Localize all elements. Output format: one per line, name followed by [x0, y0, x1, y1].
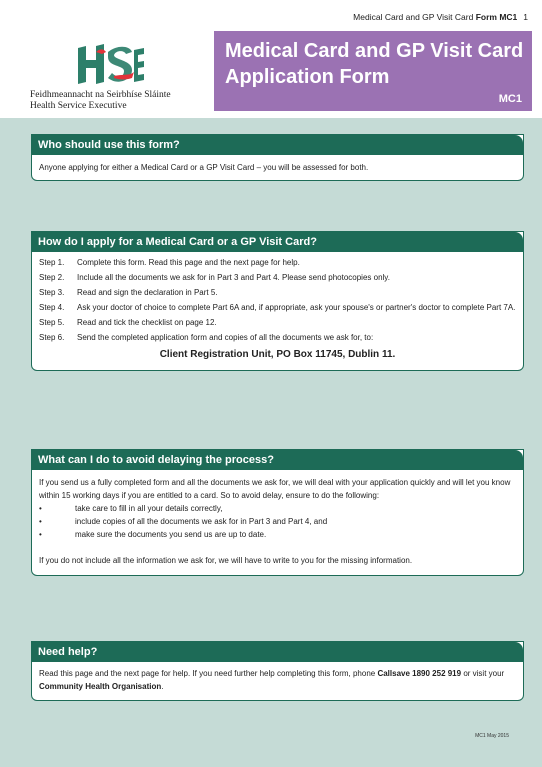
outro-paragraph: If you do not include all the information we ask for, we will have to write to you for the missing information.	[39, 556, 413, 565]
community-health-organisation: Community Health Organisation	[39, 682, 162, 691]
section-heading: How do I apply for a Medical Card or a GP Visit Card?	[32, 232, 523, 252]
bullet-text: take care to fill in all your details correctly,	[75, 504, 223, 513]
bullet-text: make sure the documents you send us are up to date.	[75, 530, 267, 539]
intro-paragraph: If you send us a fully completed form and all the documents we ask for, we will deal with your application quickly and will let you know within 15 working days if you are entitled to a card. So to avoid delay, ensure to do the following:	[39, 478, 511, 500]
step-text: Ask your doctor of choice to complete Part 6A and, if appropriate, ask your spouse's or partner's doctor to complete Part 7A.	[77, 303, 516, 312]
bullet-symbol: •	[39, 517, 42, 526]
logo-english-name: Health Service Executive	[30, 101, 127, 111]
postal-address: Client Registration Unit, PO Box 11745, Dublin 11.	[159, 349, 396, 360]
step-text: Include all the documents we ask for in Part 3 and Part 4. Please send photocopies only.	[77, 273, 390, 282]
step-label: Step 3.	[39, 288, 65, 297]
section-body	[32, 470, 523, 575]
bullet-symbol: •	[39, 530, 42, 539]
bullet-item	[39, 528, 516, 541]
form-title-prefix: Medical Card and GP Visit Card	[353, 12, 476, 22]
section-avoid-delay	[31, 449, 524, 576]
section-heading: Need help?	[32, 642, 523, 662]
section-heading: Who should use this form?	[32, 135, 523, 155]
bullet-symbol: •	[39, 504, 42, 513]
form-label: Form MC1	[475, 12, 518, 22]
step-item	[39, 331, 516, 344]
help-text-part3: .	[161, 682, 164, 691]
section-need-help	[31, 641, 524, 701]
hse-logo-mark	[74, 42, 144, 86]
section-how-to-apply	[31, 231, 524, 371]
form-reference-header	[353, 12, 528, 22]
form-title-box	[214, 31, 532, 111]
bullet-item	[39, 502, 516, 515]
steps-list	[32, 252, 523, 370]
step-label: Step 1.	[39, 258, 65, 267]
step-item	[39, 271, 516, 284]
step-text: Complete this form. Read this page and the next page for help.	[77, 258, 300, 267]
bullet-item	[39, 515, 516, 528]
logo-irish-name: Feidhmeannacht na Seirbhíse Sláinte	[30, 90, 171, 100]
step-label: Step 5.	[39, 318, 65, 327]
help-text-part2: or visit your	[461, 669, 505, 678]
section-who-should-use	[31, 134, 524, 181]
step-label: Step 2.	[39, 273, 65, 282]
callsave-number: Callsave 1890 252 919	[377, 669, 462, 678]
form-title: Medical Card and GP Visit Card Application Form	[225, 40, 524, 88]
step-label: Step 6.	[39, 333, 65, 342]
step-item	[39, 301, 516, 314]
help-text-part1: Read this page and the next page for help. If you need further help completing this form, phone	[39, 669, 378, 678]
page-number: 1	[523, 12, 528, 22]
section-text: Anyone applying for either a Medical Card or a GP Visit Card – you will be assessed for both.	[39, 163, 369, 172]
step-label: Step 4.	[39, 303, 65, 312]
step-item	[39, 256, 516, 269]
section-heading: What can I do to avoid delaying the process?	[32, 450, 523, 470]
help-text	[32, 662, 523, 700]
step-item	[39, 286, 516, 299]
footer-form-version: MC1 May 2015	[475, 733, 509, 739]
bullet-text: include copies of all the documents we ask for in Part 3 and Part 4, and	[75, 517, 328, 526]
step-text: Read and tick the checklist on page 12.	[77, 318, 217, 327]
form-code: MC1	[498, 93, 522, 105]
step-item	[39, 316, 516, 329]
step-text: Read and sign the declaration in Part 5.	[77, 288, 218, 297]
step-text: Send the completed application form and copies of all the documents we ask for, to:	[77, 333, 374, 342]
